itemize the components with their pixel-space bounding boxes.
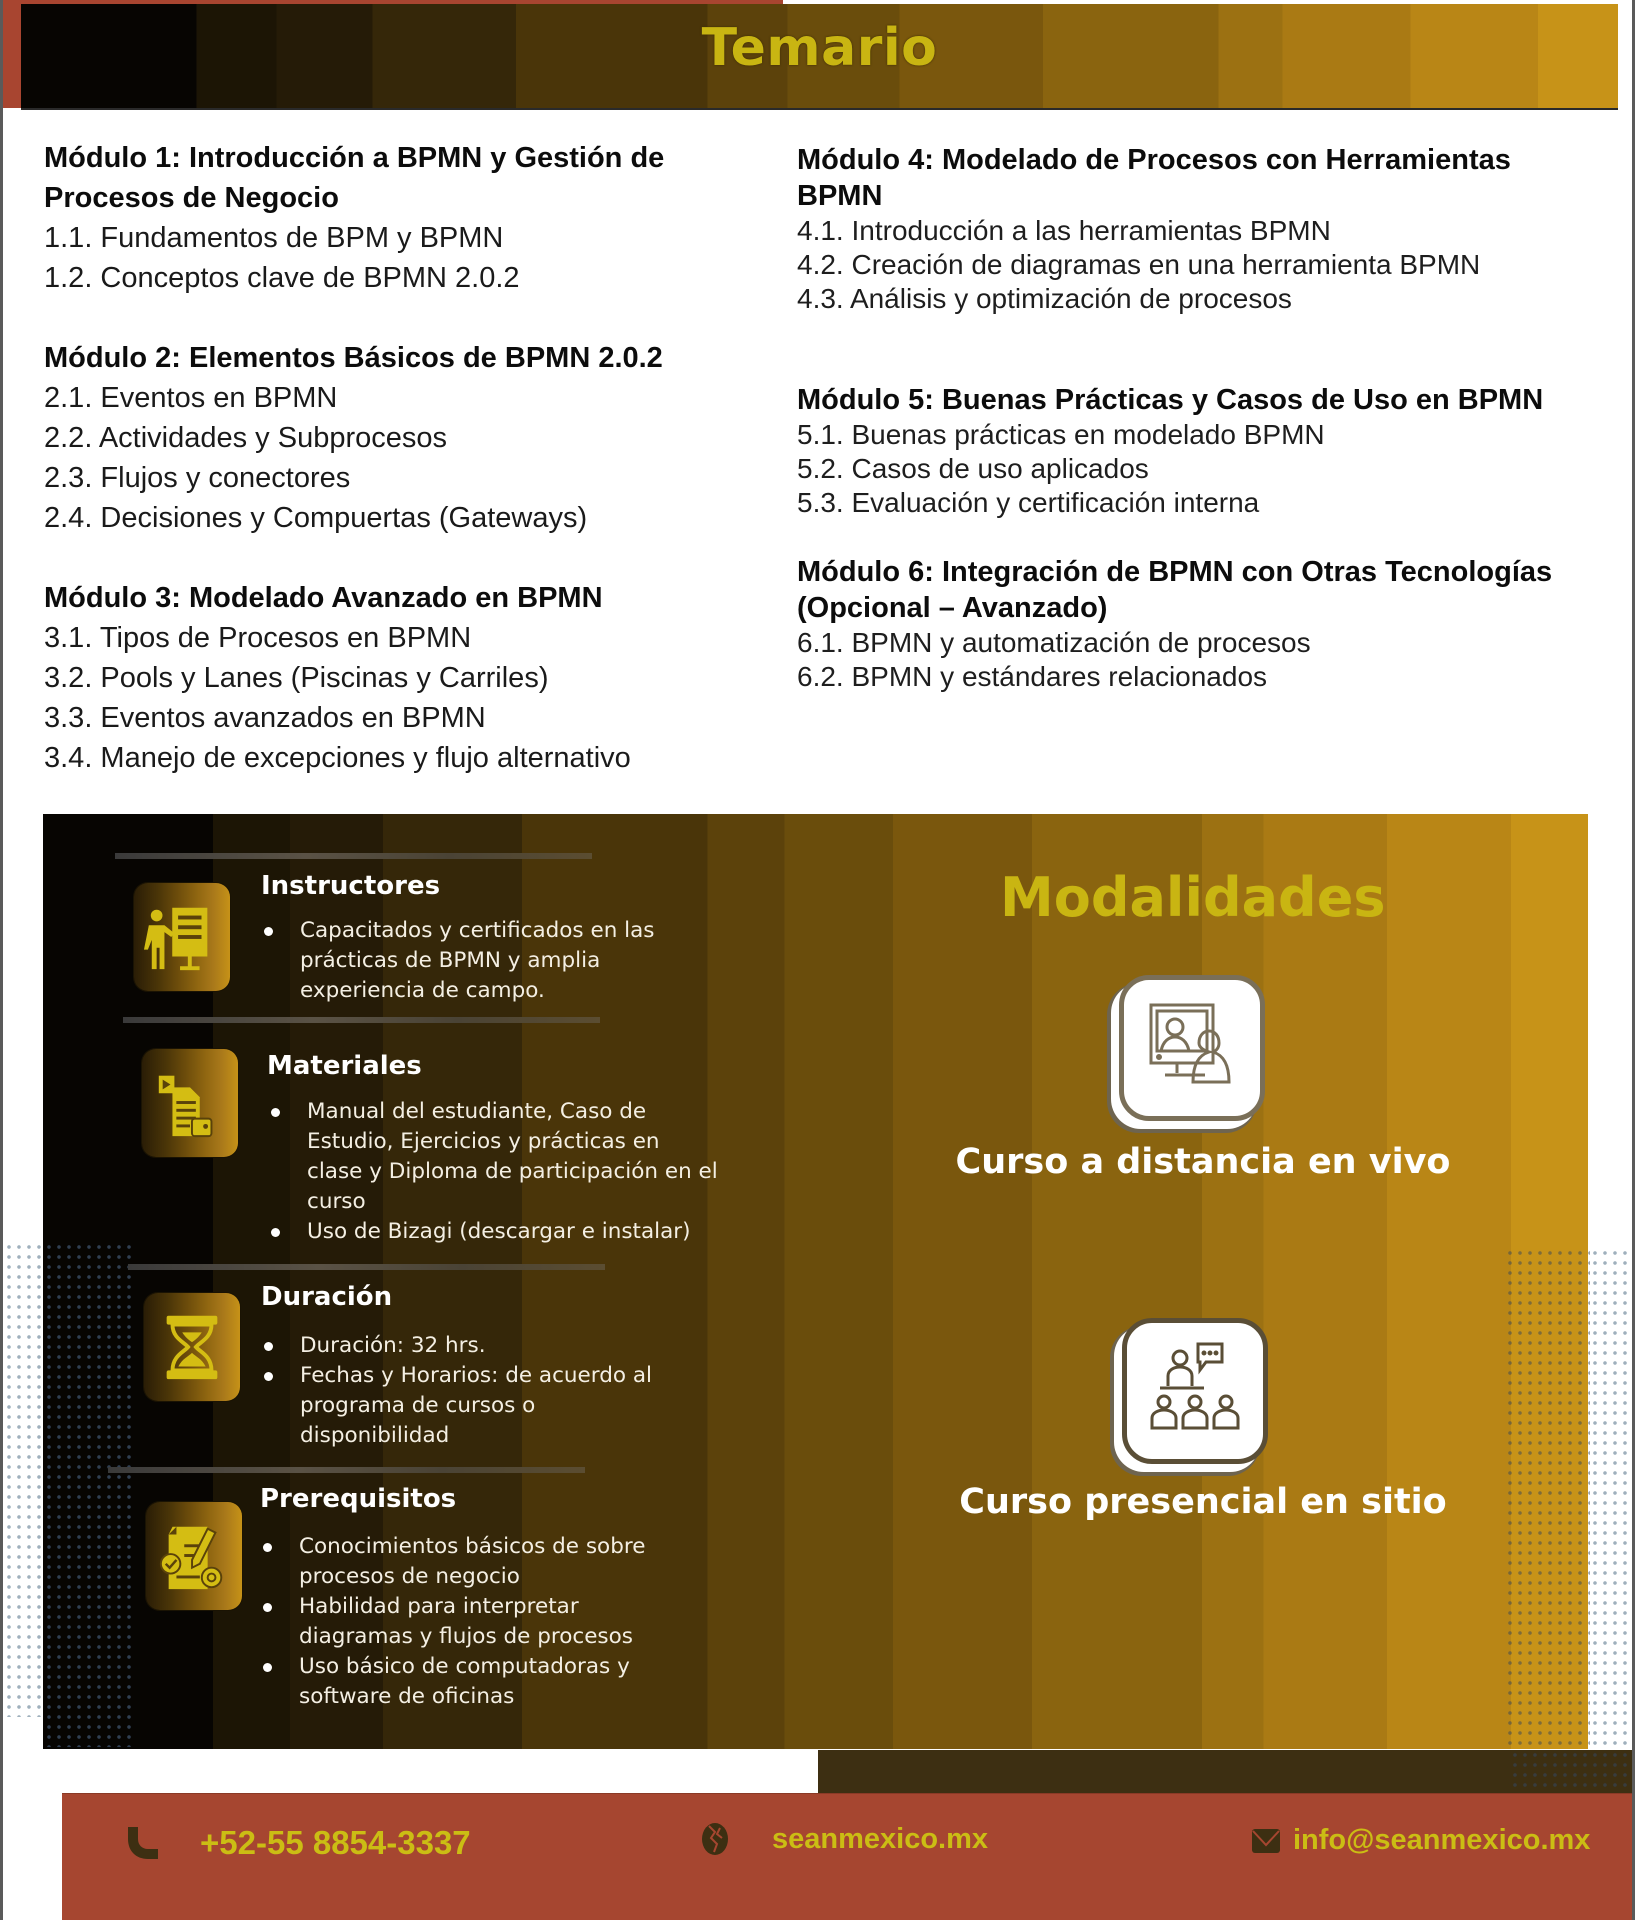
info-icon-tile [146,1502,242,1610]
modality-card [1119,975,1265,1121]
info-bullet: Uso de Bizagi (descargar e instalar) [269,1217,719,1247]
modality-card [1122,1318,1268,1464]
hourglass-icon [153,1305,231,1389]
info-bullets [262,916,682,1006]
info-bullet: Duración: 32 hrs. [262,1331,682,1361]
globe-icon [700,1822,730,1856]
dot-pattern-band [1510,1750,1630,1790]
module-2 [44,338,744,538]
info-bullets [261,1532,681,1712]
divider [115,853,592,859]
checklist-gear-icon [155,1514,233,1598]
module-item: 6.2. BPMN y estándares relacionados [797,661,1268,692]
divider [128,1264,605,1270]
module-item: 2.1. Eventos en BPMN [44,382,338,414]
documents-icon [151,1061,229,1145]
module-item: 4.3. Análisis y optimización de procesos [797,283,1292,314]
info-icon-tile [134,883,230,991]
module-item: 3.4. Manejo de excepciones y flujo alternativo [44,742,631,774]
module-4 [797,142,1617,316]
dot-pattern-left [4,1242,44,1717]
module-item: 2.3. Flujos y conectores [44,462,351,494]
module-item: 2.4. Decisiones y Compuertas (Gateways) [44,502,588,534]
info-title: Duración [261,1282,393,1312]
dot-pattern-right [1590,1248,1630,1748]
footer-website[interactable] [700,1822,988,1856]
module-item: 1.1. Fundamentos de BPM y BPMN [44,222,504,254]
module-item: 5.3. Evaluación y certificación interna [797,487,1260,518]
divider [123,1017,600,1023]
info-icon-tile [142,1049,238,1157]
info-title: Instructores [261,871,441,901]
module-item: 3.1. Tipos de Procesos en BPMN [44,622,472,654]
info-title: Prerequisitos [260,1484,457,1514]
page-edge-left [0,0,3,1920]
info-bullet: Habilidad para interpretar diagramas y flujos de procesos [261,1592,681,1652]
module-6 [797,554,1617,694]
info-bullet: Manual del estudiante, Caso de Estudio, Ejercicios y prácticas en clase y Diploma de participación en el curso [269,1097,719,1217]
module-title: Módulo 2: Elementos Básicos de BPMN 2.0.2 [44,342,663,374]
info-bullet: Capacitados y certificados en las prácticas de BPMN y amplia experiencia de campo. [262,916,682,1006]
module-item: 5.1. Buenas prácticas en modelado BPMN [797,419,1325,450]
header-banner [21,4,1618,110]
module-item: 2.2. Actividades y Subprocesos [44,422,448,454]
module-item: 4.2. Creación de diagramas en una herramienta BPMN [797,249,1481,280]
presenter-icon [143,895,221,979]
divider [108,1467,585,1473]
info-bullet: Fechas y Horarios: de acuerdo al programa de cursos o disponibilidad [262,1361,682,1451]
module-title: Módulo 6: Integración de BPMN con Otras Tecnologías (Opcional – Avanzado) [797,556,1553,624]
module-item: 1.2. Conceptos clave de BPMN 2.0.2 [44,262,520,294]
footer-phone[interactable] [126,1824,471,1862]
module-item: 4.1. Introducción a las herramientas BPMN [797,215,1331,246]
module-title: Módulo 3: Modelado Avanzado en BPMN [44,582,603,614]
online-class-icon [1137,993,1247,1103]
phone-icon [126,1825,160,1861]
modality-label: Curso a distancia en vivo [955,1142,1451,1182]
dot-pattern-panel-right [1505,1248,1590,1748]
info-bullet: Uso básico de computadoras y software de oficinas [261,1652,681,1712]
modality-label: Curso presencial en sitio [959,1482,1447,1522]
phone-number[interactable]: +52-55 8854-3337 [200,1824,471,1861]
module-item: 3.3. Eventos avanzados en BPMN [44,702,486,734]
page-title: Temario [701,18,938,78]
module-item: 6.1. BPMN y automatización de procesos [797,627,1311,658]
info-icon-tile [144,1293,240,1401]
module-3 [44,578,764,778]
module-title: Módulo 1: Introducción a BPMN y Gestión de Procesos de Negocio [44,142,665,214]
footer-email[interactable] [1251,1824,1590,1857]
info-bullets [262,1331,682,1451]
module-item: 3.2. Pools y Lanes (Piscinas y Carriles) [44,662,549,694]
modalidades-title: Modalidades [1000,866,1386,929]
module-title: Módulo 4: Modelado de Procesos con Herramientas BPMN [797,144,1511,212]
info-title: Materiales [267,1051,422,1081]
envelope-icon [1251,1827,1281,1855]
module-5 [797,382,1617,520]
classroom-icon [1140,1336,1250,1446]
info-bullets [269,1097,719,1247]
dot-pattern-panel-left [44,1242,134,1747]
contact-footer [62,1793,1632,1920]
email-link[interactable]: info@seanmexico.mx [1293,1824,1591,1856]
module-title: Módulo 5: Buenas Prácticas y Casos de Uso en BPMN [797,384,1544,416]
module-1 [44,138,744,298]
module-item: 5.2. Casos de uso aplicados [797,453,1149,484]
info-bullet: Conocimientos básicos de sobre procesos de negocio [261,1532,681,1592]
website-link[interactable]: seanmexico.mx [772,1822,989,1855]
